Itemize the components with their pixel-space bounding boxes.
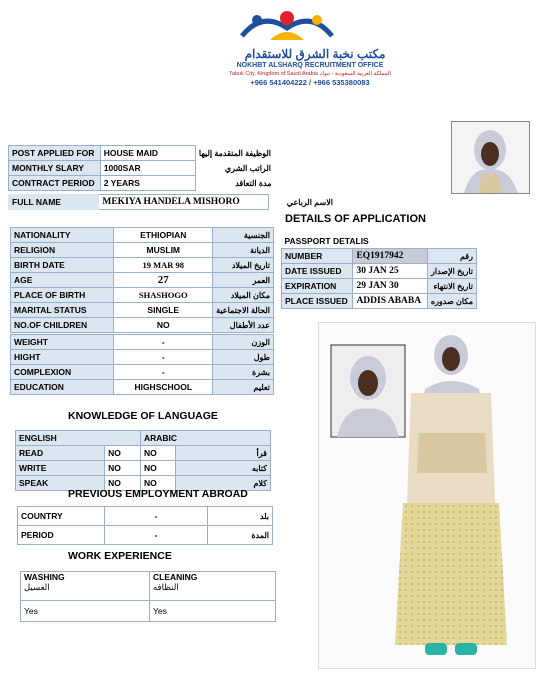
passport-row xyxy=(282,294,477,309)
work-table xyxy=(20,571,276,622)
personal-value: - xyxy=(114,335,213,350)
language-arabic-header: ARABIC xyxy=(141,431,271,446)
employment-value: - xyxy=(105,507,208,526)
job-info-value: 1000SAR xyxy=(100,161,195,176)
personal-label: EDUCATION xyxy=(11,380,114,395)
work-cleaning-label: CLEANING xyxy=(153,572,198,582)
passport-arabic: تاريخ الإصدار xyxy=(427,264,476,279)
language-arabic-label: كتابه xyxy=(176,461,271,476)
employment-value: - xyxy=(105,526,208,545)
passport-value: 29 JAN 30 xyxy=(353,279,427,294)
personal-arabic: مكان الميلاد xyxy=(213,288,274,303)
job-info-arabic: الراتب الشري xyxy=(195,161,274,176)
personal-value: 19 MAR 98 xyxy=(114,258,213,273)
passport-label: DATE ISSUED xyxy=(282,264,353,279)
personal-arabic: بشرة xyxy=(213,365,274,380)
job-info-row xyxy=(9,176,275,191)
language-arabic-value: NO xyxy=(141,461,176,476)
personal-arabic: تعليم xyxy=(213,380,274,395)
employment-arabic: المدة xyxy=(208,526,273,545)
employment-title: PREVIOUS EMPLOYMENT ABROAD xyxy=(68,488,248,500)
full-body-photo xyxy=(318,322,536,669)
passport-label: EXPIRATION xyxy=(282,279,353,294)
language-arabic-value: NO xyxy=(141,446,176,461)
personal-label: RELIGION xyxy=(11,243,114,258)
personal-row xyxy=(11,243,274,258)
personal-arabic: الحالة الاجتماعية xyxy=(213,303,274,318)
personal-label: WEIGHT xyxy=(11,335,114,350)
personal-row xyxy=(11,228,274,243)
employment-label: PERIOD xyxy=(18,526,105,545)
personal-value: HIGHSCHOOL xyxy=(114,380,213,395)
personal-value: NO xyxy=(114,318,213,333)
personal-value: ETHIOPIAN xyxy=(114,228,213,243)
job-info-value: HOUSE MAID xyxy=(100,146,195,161)
personal-row xyxy=(11,288,274,303)
full-name-table xyxy=(8,194,336,210)
work-washing-value: Yes xyxy=(21,601,150,622)
personal-label: BIRTH DATE xyxy=(11,258,114,273)
passport-label: NUMBER xyxy=(282,249,353,264)
job-info-value: 2 YEARS xyxy=(100,176,195,191)
language-table xyxy=(15,430,271,491)
work-title: WORK EXPERIENCE xyxy=(68,550,172,562)
personal-arabic: العمر xyxy=(213,273,274,288)
language-row xyxy=(16,461,271,476)
work-cleaning-header xyxy=(150,572,276,601)
passport-label: PLACE ISSUED xyxy=(282,294,353,309)
work-cleaning-value: Yes xyxy=(150,601,276,622)
personal-arabic: الديانة xyxy=(213,243,274,258)
job-info-row xyxy=(9,161,275,176)
personal-row xyxy=(11,335,274,350)
personal-arabic: عدد الأطفال xyxy=(213,318,274,333)
personal-arabic: الوزن xyxy=(213,335,274,350)
personal-label: PLACE OF BIRTH xyxy=(11,288,114,303)
personal-row xyxy=(11,258,274,273)
language-label: READ xyxy=(16,446,105,461)
job-info-label: MONTHLY SLARY xyxy=(9,161,101,176)
company-english-name: NOKHBT ALSHARQ RECRUITMENT OFFICE xyxy=(236,62,384,69)
personal-arabic: طول xyxy=(213,350,274,365)
job-info-arabic: مدة التعاقد xyxy=(195,176,274,191)
language-row xyxy=(16,446,271,461)
personal-value: MUSLIM xyxy=(114,243,213,258)
passport-arabic: مكان صدوره xyxy=(427,294,476,309)
language-english-value: NO xyxy=(105,446,141,461)
full-name-value: MEKIYA HANDELA MISHORO xyxy=(99,195,269,210)
personal-arabic: تاريخ الميلاد xyxy=(213,258,274,273)
language-label: SPEAK xyxy=(16,476,105,491)
personal-row xyxy=(11,350,274,365)
passport-value: EQ1917942 xyxy=(353,249,427,264)
company-phones: +966 541404222 / +966 535380083 xyxy=(250,78,370,87)
passport-value: 30 JAN 25 xyxy=(353,264,427,279)
personal-value: SINGLE xyxy=(114,303,213,318)
language-english-value: NO xyxy=(105,461,141,476)
passport-arabic: تاريخ الانتهاء xyxy=(427,279,476,294)
work-washing-label: WASHING xyxy=(24,572,65,582)
personal-value: SHASHOGO xyxy=(114,288,213,303)
personal-row xyxy=(11,273,274,288)
work-cleaning-arabic: النظافه xyxy=(153,582,179,592)
language-arabic-label: كلام xyxy=(176,476,271,491)
passport-row xyxy=(282,279,477,294)
employment-arabic: بلد xyxy=(208,507,273,526)
full-name-arabic: الاسم الرباعي xyxy=(286,197,333,207)
work-washing-header xyxy=(21,572,150,601)
portrait-photo xyxy=(451,121,530,194)
personal-value: - xyxy=(114,365,213,380)
employment-table xyxy=(17,506,273,545)
employment-label: COUNTRY xyxy=(18,507,105,526)
language-english-value: NO xyxy=(105,476,141,491)
passport-arabic: رقم xyxy=(427,249,476,264)
personal-row xyxy=(11,318,274,333)
company-arabic-name: مكتب نخبة الشرق للاستقدام xyxy=(244,47,386,61)
employment-row xyxy=(18,526,273,545)
personal-arabic: الجنسية xyxy=(213,228,274,243)
personal-label: COMPLEXION xyxy=(11,365,114,380)
personal-label: HIGHT xyxy=(11,350,114,365)
language-english-header: ENGLISH xyxy=(16,431,141,446)
personal-row xyxy=(11,365,274,380)
personal-label: NATIONALITY xyxy=(11,228,114,243)
language-title: KNOWLEDGE OF LANGUAGE xyxy=(68,410,218,422)
personal-label: AGE xyxy=(11,273,114,288)
personal-info-table xyxy=(10,227,274,395)
employment-row xyxy=(18,507,273,526)
logo xyxy=(232,6,342,48)
job-info-arabic: الوظيفة المتقدمة إليها xyxy=(195,146,274,161)
passport-row xyxy=(282,249,477,264)
language-arabic-value: NO xyxy=(141,476,176,491)
job-info-label: POST APPLIED FOR xyxy=(9,146,101,161)
work-washing-arabic: الغسيل xyxy=(24,582,50,592)
passport-title: PASSPORT DETALIS xyxy=(284,236,369,246)
job-info-label: CONTRACT PERIOD xyxy=(9,176,101,191)
language-arabic-label: قرأ xyxy=(176,446,271,461)
job-info-row xyxy=(9,146,275,161)
personal-row xyxy=(11,303,274,318)
details-title: DETAILS OF APPLICATION xyxy=(285,213,426,225)
personal-row xyxy=(11,380,274,395)
personal-label: NO.OF CHILDREN xyxy=(11,318,114,333)
company-address: Tabuk City, Kingdom of Saudi Arabia المملكة العربية السعودية - تبوك xyxy=(229,71,391,77)
passport-value: ADDIS ABABA xyxy=(353,294,427,309)
language-label: WRITE xyxy=(16,461,105,476)
full-name-label: FULL NAME xyxy=(9,195,99,210)
personal-value: - xyxy=(114,350,213,365)
passport-table xyxy=(281,234,477,309)
personal-label: MARITAL STATUS xyxy=(11,303,114,318)
passport-row xyxy=(282,264,477,279)
job-info-table xyxy=(8,145,275,191)
logo-emblem-icon xyxy=(232,6,342,48)
personal-value: 27 xyxy=(114,273,213,288)
